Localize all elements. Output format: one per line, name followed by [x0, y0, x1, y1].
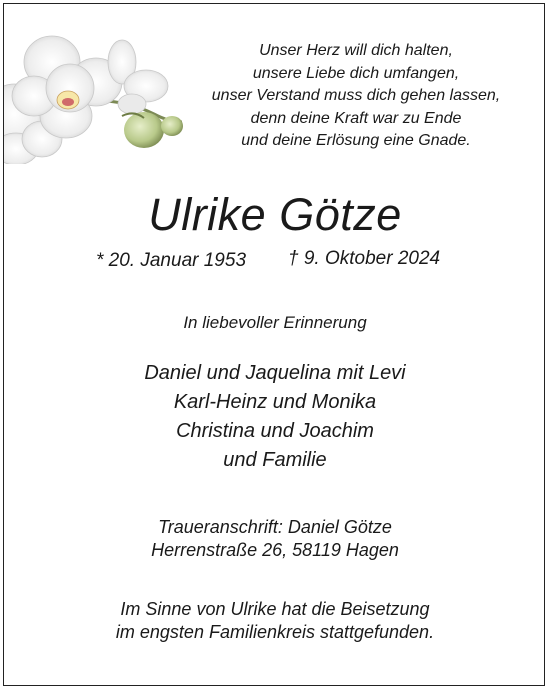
- poem-line: unsere Liebe dich umfangen,: [252, 64, 460, 82]
- mourning-address: [0, 516, 550, 562]
- poem-line: Unser Herz will dich halten,: [259, 42, 453, 59]
- address-line: Traueranschrift: Daniel Götze: [158, 517, 392, 537]
- orchid-icon: [4, 4, 194, 164]
- poem: [195, 40, 517, 153]
- poem-line: und deine Erlösung eine Gnade.: [241, 132, 471, 149]
- closing-line: Im Sinne von Ulrike hat die Beisetzung: [120, 599, 430, 619]
- mourner-line: Christina und Joachim: [176, 420, 374, 442]
- closing-note: [0, 598, 550, 644]
- mourners-list: [0, 359, 550, 475]
- mourner-line: Daniel und Jaquelina mit Levi: [144, 362, 406, 384]
- birth-date: * 20. Januar 1953: [96, 250, 247, 271]
- address-line: Herrenstraße 26, 58119 Hagen: [151, 540, 399, 560]
- poem-line: denn deine Kraft war zu Ende: [250, 109, 462, 127]
- poem-line: unser Verstand muss dich gehen lassen,: [211, 87, 501, 104]
- closing-line: im engsten Familienkreis stattgefunden.: [115, 622, 435, 642]
- death-date: † 9. Oktober 2024: [288, 248, 441, 269]
- mourner-line: und Familie: [223, 449, 327, 471]
- deceased-name: Ulrike Götze: [148, 189, 402, 240]
- memory-line: In liebevoller Erinnerung: [183, 313, 367, 332]
- mourner-line: Karl-Heinz und Monika: [173, 391, 377, 413]
